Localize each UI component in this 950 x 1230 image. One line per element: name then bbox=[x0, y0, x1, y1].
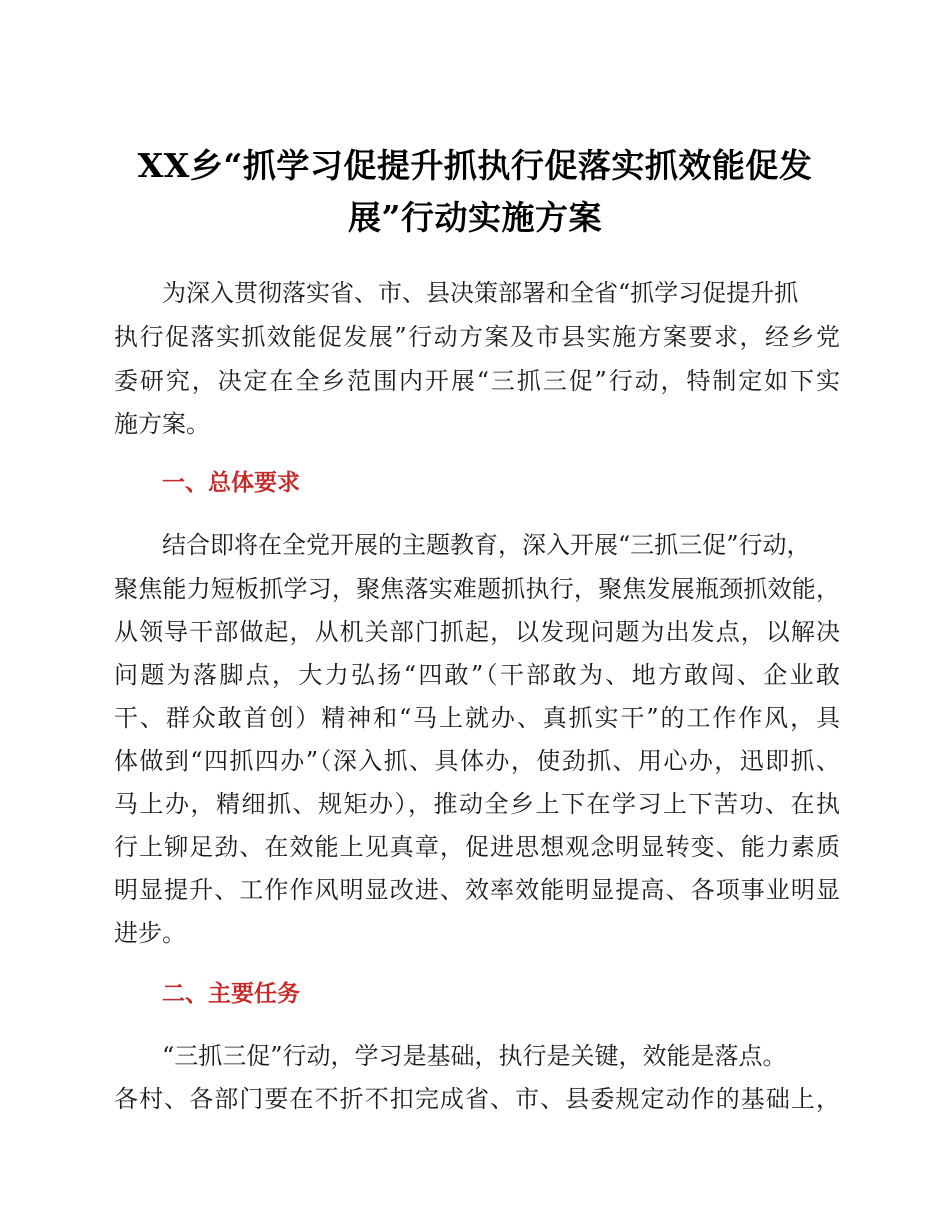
section1-line: 干、群众敢首创）精神和“马上就办、真抓实干”的工作作风，具 bbox=[114, 704, 840, 732]
section2-line: 各村、各部门要在不折不扣完成省、市、县委规定动作的基础上， bbox=[114, 1085, 840, 1113]
section1-line: 体做到“四抓四办”（深入抓、具体办，使劲抓、用心办，迅即抓、 bbox=[114, 747, 840, 775]
section-heading-general-requirements: 一、总体要求 bbox=[162, 470, 300, 496]
intro-line: 委研究，决定在全乡范围内开展“三抓三促”行动，特制定如下实 bbox=[114, 367, 840, 395]
section1-line: 聚焦能力短板抓学习，聚焦落实难题抓执行，聚焦发展瓶颈抓效能， bbox=[114, 575, 840, 603]
intro-line: 施方案。 bbox=[114, 410, 210, 438]
section1-line: 问题为落脚点，大力弘扬“四敢”（干部敢为、地方敢闯、企业敢 bbox=[114, 661, 840, 689]
section-heading-main-tasks: 二、主要任务 bbox=[162, 981, 300, 1007]
section1-line: 结合即将在全党开展的主题教育，深入开展“三抓三促”行动， bbox=[162, 531, 811, 559]
title-line-1: XX乡“抓学习促提升抓执行促落实抓效能促发 bbox=[137, 146, 813, 185]
document-title bbox=[100, 140, 850, 244]
title-line-2: 展”行动实施方案 bbox=[348, 198, 602, 237]
section1-line: 明显提升、工作作风明显改进、效率效能明显提高、各项事业明显 bbox=[114, 876, 840, 904]
intro-line: 为深入贯彻落实省、市、县决策部署和全省“抓学习促提升抓 bbox=[162, 279, 799, 307]
section1-line: 从领导干部做起，从机关部门抓起，以发现问题为出发点，以解决 bbox=[114, 618, 840, 646]
section2-line: “三抓三促”行动，学习是基础，执行是关键，效能是落点。 bbox=[162, 1042, 787, 1070]
section1-line: 马上办，精细抓、规矩办），推动全乡上下在学习上下苦功、在执 bbox=[114, 790, 840, 818]
intro-line: 执行促落实抓效能促发展”行动方案及市县实施方案要求，经乡党 bbox=[114, 323, 840, 351]
section1-line: 进步。 bbox=[114, 919, 186, 947]
section1-line: 行上铆足劲、在效能上见真章，促进思想观念明显转变、能力素质 bbox=[114, 833, 840, 861]
